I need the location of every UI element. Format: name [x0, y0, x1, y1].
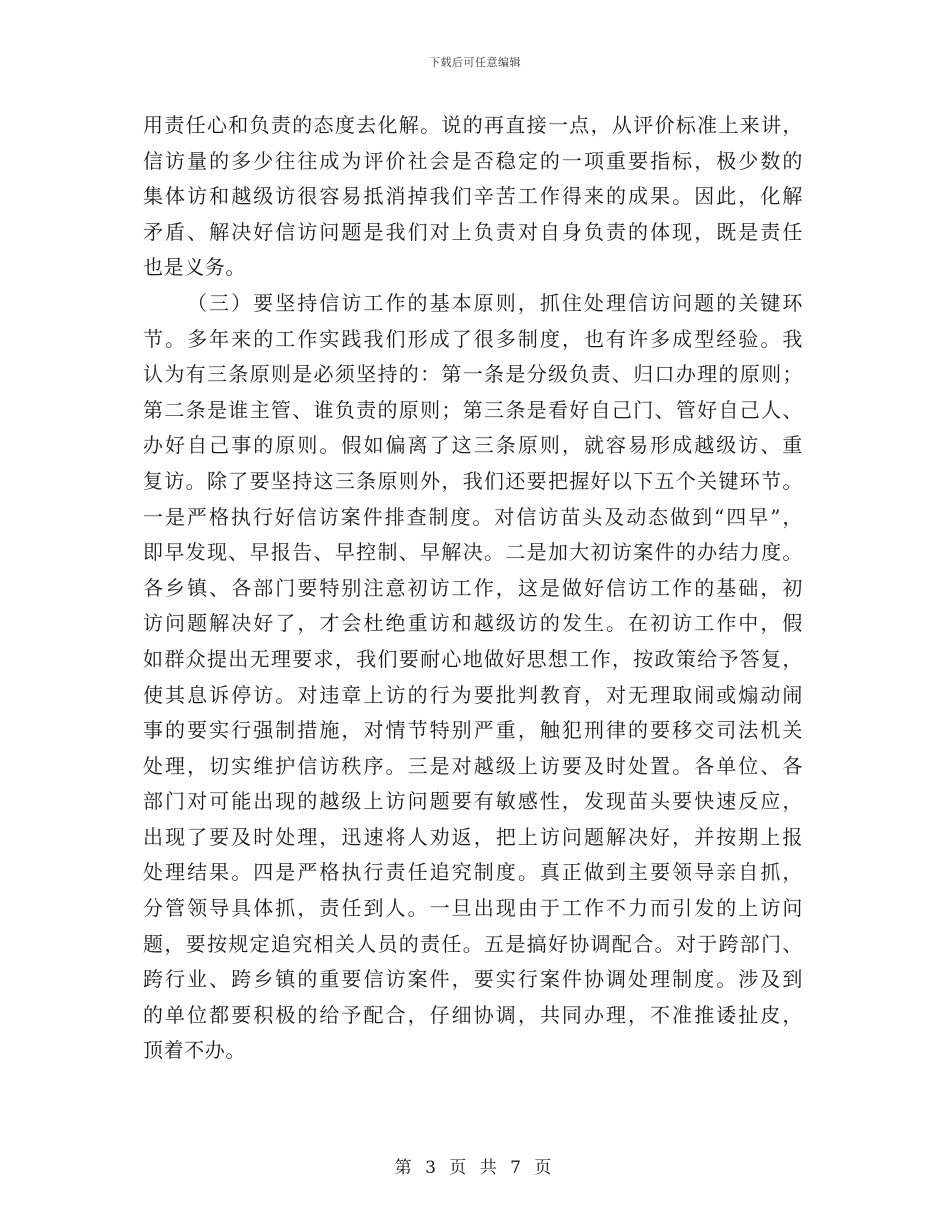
text-line: 题，要按规定追究相关人员的责任。五是搞好协调配合。对于跨部门、: [143, 931, 803, 956]
text-line: 处理结果。四是严格执行责任追究制度。真正做到主要领导亲自抓，: [143, 860, 803, 885]
text-line: 也是义务。: [143, 255, 246, 280]
text-line: 矛盾、解决好信访问题是我们对上负责对自身负责的体现，既是责任: [143, 219, 803, 244]
text-line: 第二条是谁主管、谁负责的原则；第三条是看好自己门、管好自己人、: [143, 397, 803, 422]
text-line: 各乡镇、各部门要特别注意初访工作，这是做好信访工作的基础，初: [143, 575, 803, 600]
text-line: 跨行业、跨乡镇的重要信访案件，要实行案件协调处理制度。涉及到: [143, 967, 803, 992]
text-line: 用责任心和负责的态度去化解。说的再直接一点，从评价标准上来讲，: [143, 113, 803, 137]
text-line: 信访量的多少往往成为评价社会是否稳定的一项重要指标，极少数的: [143, 148, 803, 173]
text-line: 顶着不办。: [143, 1038, 246, 1063]
footer-page-word: 页: [449, 1158, 471, 1178]
text-line: 办好自己事的原则。假如偏离了这三条原则，就容易形成越级访、重: [143, 433, 803, 458]
document-body: [143, 108, 803, 1069]
page-footer: [0, 1153, 950, 1178]
text-line: 的单位都要积极的给予配合，仔细协调，共同办理，不准推诿扯皮，: [143, 1002, 803, 1027]
text-line: 处理，切实维护信访秩序。三是对越级上访要及时处置。各单位、各: [143, 753, 803, 778]
text-line: 复访。除了要坚持这三条原则外，我们还要把握好以下五个关键环节。: [143, 468, 803, 493]
text-line: 认为有三条原则是必须坚持的：第一条是分级负责、归口办理的原则；: [143, 362, 803, 387]
page-header: [0, 54, 950, 70]
footer-total-pages: 7: [510, 1158, 525, 1178]
footer-total-word: 共: [479, 1158, 501, 1178]
text-line: 集体访和越级访很容易抵消掉我们辛苦工作得来的成果。因此，化解: [143, 184, 803, 209]
text-line: 使其息诉停访。对违章上访的行为要批判教育，对无理取闹或煽动闹: [143, 682, 803, 707]
footer-prefix: 第: [394, 1158, 416, 1178]
text-line: 访问题解决好了，才会杜绝重访和越级访的发生。在初访工作中，假: [143, 611, 803, 636]
header-text: 下载后可任意编辑: [429, 56, 521, 69]
text-line: 一是严格执行好信访案件排查制度。对信访苗头及动态做到“四早”，: [143, 504, 803, 529]
text-line: 即早发现、早报告、早控制、早解决。二是加大初访案件的办结力度。: [143, 540, 803, 565]
footer-suffix: 页: [534, 1158, 556, 1178]
text-line: 部门对可能出现的越级上访问题要有敏感性，发现苗头要快速反应，: [143, 789, 803, 814]
text-line: （三）要坚持信访工作的基本原则，抓住处理信访问题的关键环: [187, 290, 803, 315]
text-line: 分管领导具体抓，责任到人。一旦出现由于工作不力而引发的上访问: [143, 896, 803, 921]
text-line: 事的要实行强制措施，对情节特别严重，触犯刑律的要移交司法机关: [143, 718, 803, 743]
text-line: 如群众提出无理要求，我们要耐心地做好思想工作，按政策给予答复，: [143, 646, 803, 671]
footer-current-page: 3: [425, 1158, 440, 1178]
text-line: 节。多年来的工作实践我们形成了很多制度，也有许多成型经验。我: [143, 326, 803, 351]
text-line: 出现了要及时处理，迅速将人劝返，把上访问题解决好，并按期上报: [143, 824, 803, 849]
